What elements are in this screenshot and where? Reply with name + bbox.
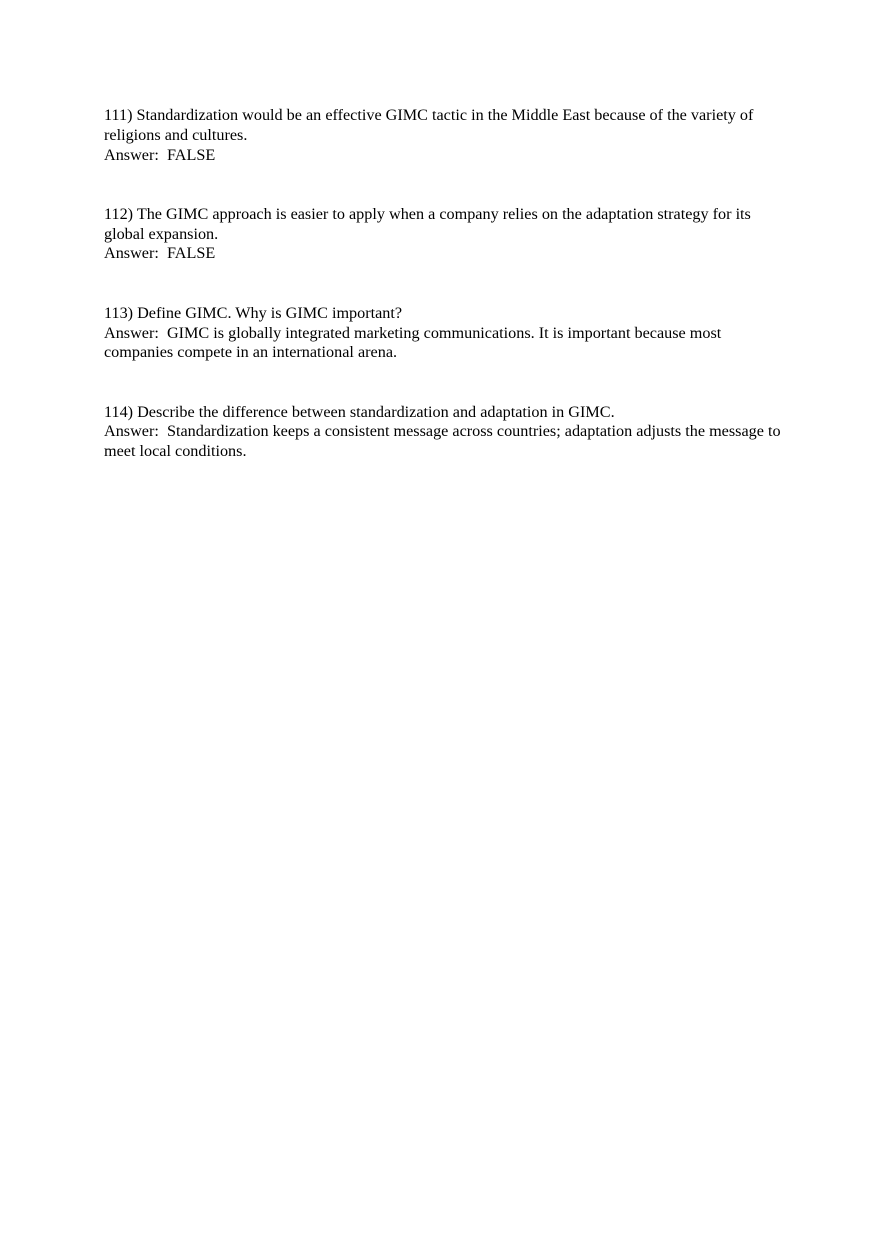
answer-label: Answer: [104,244,159,263]
question-text: 113) Define GIMC. Why is GIMC important? [104,303,403,322]
answer-text: FALSE [166,244,216,263]
answer-label: Answer: [104,323,159,342]
question-text: 111) Standardization would be an effective GIMC tactic in the Middle East because of the variety of religions and cultures. [104,106,754,144]
answer-text: Standardization keeps a consistent message across countries; adaptation adjusts the message to meet local conditions. [104,422,781,461]
question-list [104,106,784,502]
answer-line [104,244,784,264]
answer-text: GIMC is globally integrated marketing communications. It is important because most companies compete in an international arena. [104,323,722,362]
answer-text: FALSE [166,145,216,164]
question-item [104,304,784,363]
answer-line [104,324,784,364]
question-item [104,106,784,165]
question-text: 112) The GIMC approach is easier to apply when a company relies on the adaptation strategy for its global expansion. [104,204,751,243]
answer-label: Answer: [104,145,159,164]
question-text: 114) Describe the difference between standardization and adaptation in GIMC. [104,402,615,421]
question-item [104,205,784,264]
answer-line [104,422,784,462]
answer-label: Answer: [104,422,159,441]
answer-line [104,146,784,166]
question-item [104,403,784,462]
